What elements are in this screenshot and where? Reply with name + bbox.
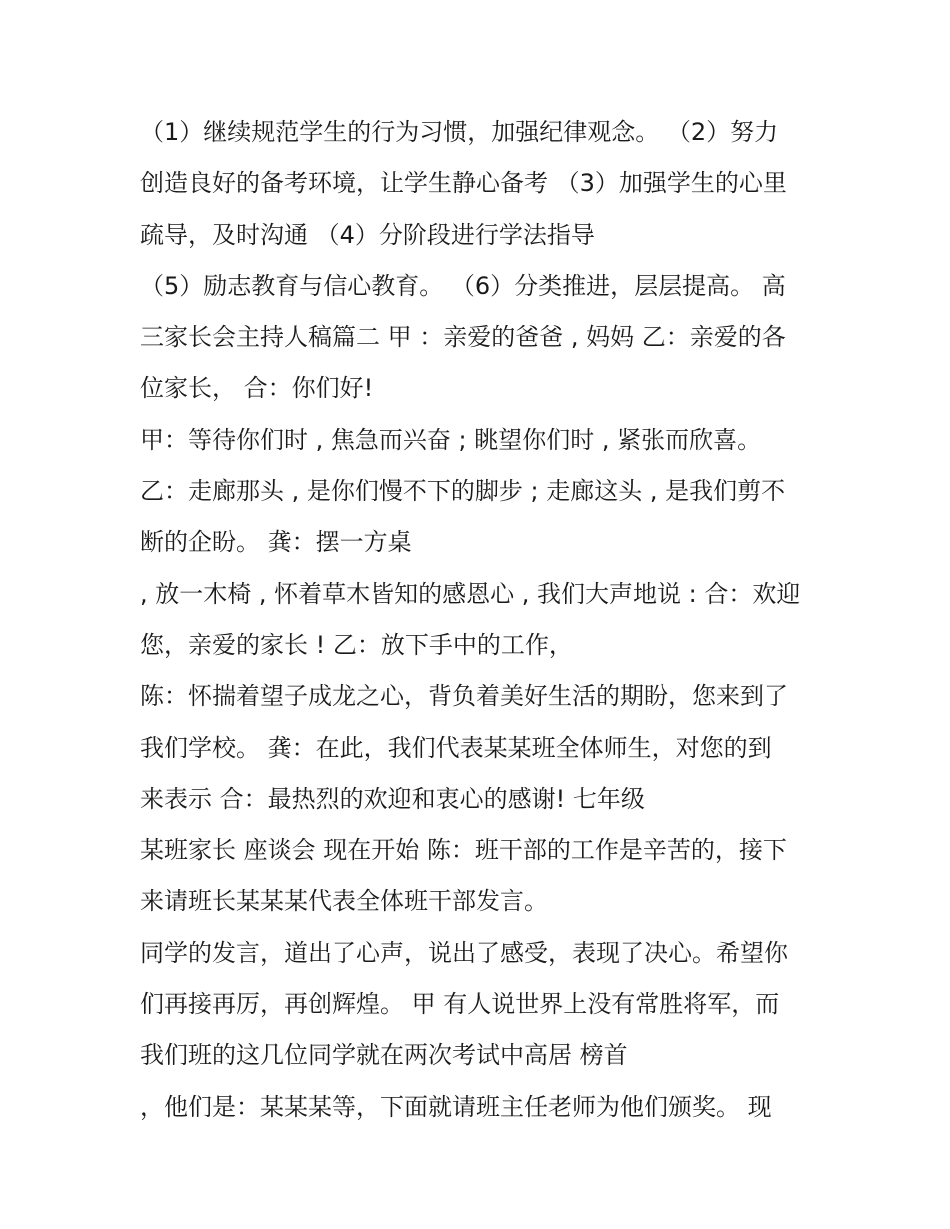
text-line: 们再接再厉，再创辉煌。 甲 有人说世界上没有常胜将军，而 [140, 990, 780, 1019]
text-line: 我们班的这几位同学就在两次考试中高居 榜首 [140, 1041, 628, 1070]
text-line: 位家长， 合：你们好! [140, 374, 374, 403]
text-line: 创造良好的备考环境，让学生静心备考 （3）加强学生的心里 [140, 169, 787, 198]
document-body [140, 107, 820, 1133]
text-line: 我们学校。 龚：在此，我们代表某某班全体师生，对您的到 [140, 733, 772, 762]
text-line: 三家长会主持人稿篇二 甲 ：亲爱的爸爸 , 妈妈 乙：亲爱的各 [140, 323, 786, 352]
text-line: （5）励志教育与信心教育。 （6）分类推进，层层提高。 高 [140, 271, 786, 300]
text-line: 陈：怀揣着望子成龙之心，背负着美好生活的期盼，您来到了 [140, 682, 788, 711]
text-line: 乙：走廊那头 , 是你们慢不下的脚步 ; 走廊这头 , 是我们剪不 [140, 477, 786, 506]
text-line: 某班家长 座谈会 现在开始 陈：班干部的工作是辛苦的，接下 [140, 836, 787, 865]
text-line: 断的企盼。 龚：摆一方桌 [140, 528, 412, 557]
text-line: 来请班长某某某代表全体班干部发言。 [140, 887, 548, 916]
text-line: 同学的发言，道出了心声，说出了感受，表现了决心。希望你 [140, 938, 788, 967]
text-line: 疏导，及时沟通 （4）分阶段进行学法指导 [140, 220, 595, 249]
text-line: , 放一木椅 , 怀着草木皆知的感恩心 , 我们大声地说 : 合：欢迎 [140, 579, 801, 608]
text-line: 甲：等待你们时 , 焦急而兴奋 ; 眺望你们时 , 紧张而欣喜。 [140, 425, 762, 454]
text-line: ，他们是：某某某等，下面就请班主任老师为他们颁奖。 现 [140, 1092, 772, 1121]
text-line: （1）继续规范学生的行为习惯，加强纪律观念。 （2）努力 [140, 118, 779, 146]
text-line: 您，亲爱的家长 ! 乙：放下手中的工作， [140, 630, 573, 659]
text-line: 来表示 合：最热烈的欢迎和衷心的感谢! 七年级 [140, 784, 645, 813]
